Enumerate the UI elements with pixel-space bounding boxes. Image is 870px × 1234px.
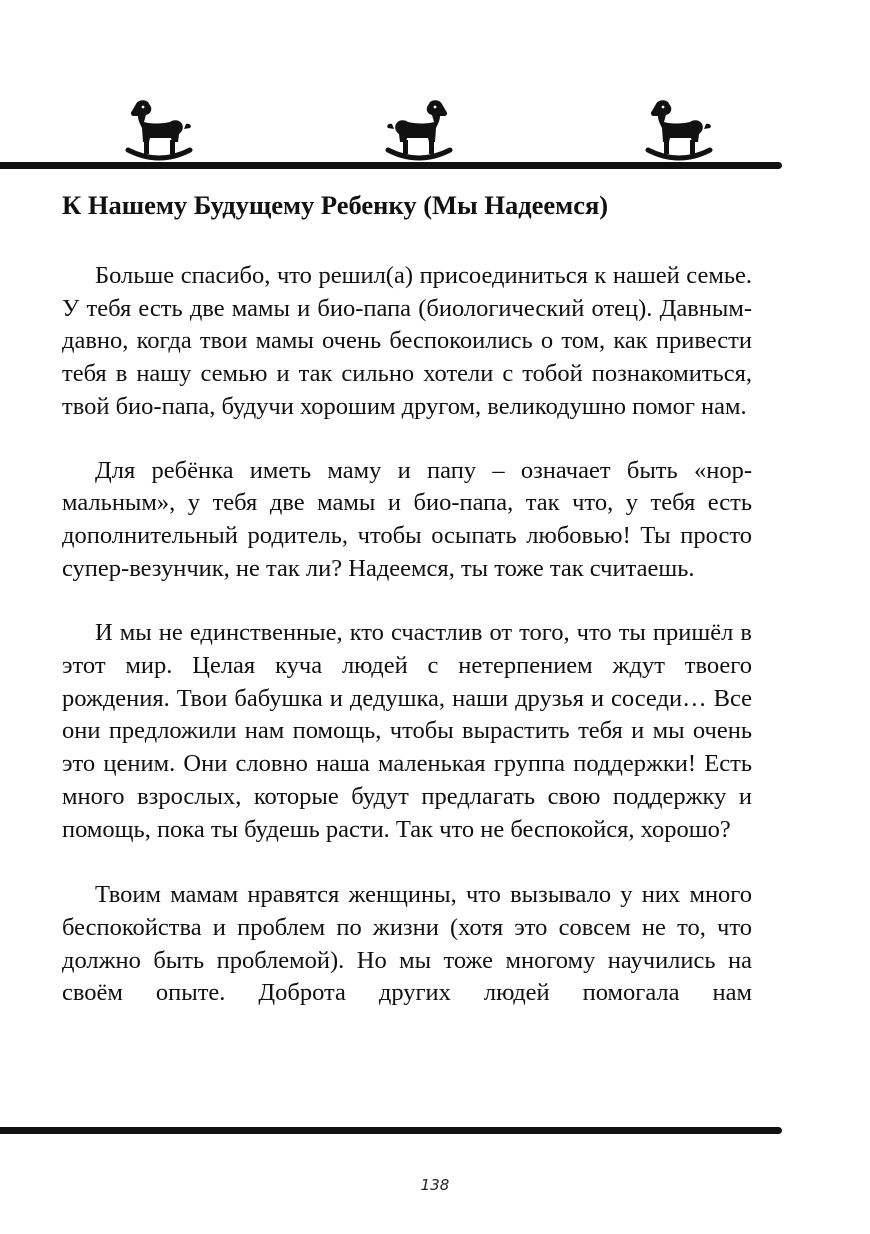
paragraph: Твоим мамам нравятся женщины, что вызывало у них много беспокойства и проблем по жизни (хотя это совсем не то, что должно быть проблемой). Но мы тоже многому научились на своём опыте. Доброта других людей помогала нам [62, 881, 752, 1007]
paragraph: И мы не единственные, кто счастлив от того, что ты пришёл в этот мир. Целая куча людей с нетерпением ждут твоего рождения. Твои бабушка и дедушка, наши друзья и соседи… Все они предложили нам помощь, чтобы вырастить тебя и мы очень это ценим. Они словно наша маленькая группа поддержки! Есть много взрослых, которые будут предлагать свою поддержку и помощь, пока ты будешь расти. Так что не беспокойся, хорошо? [62, 619, 752, 843]
bottom-rule [0, 1127, 782, 1134]
rocking-horse-icon [644, 98, 714, 166]
body-text [62, 260, 752, 1041]
paragraph: Для ребёнка иметь маму и папу – означает быть «нормальным», у тебя две мамы и био-папа, так что, у тебя есть дополнительный родитель, чтобы осыпать любовью! Ты просто супер-везунчик, не так ли? Надеемся, ты тоже так считаешь. [62, 456, 752, 582]
rocking-horse-icon [124, 98, 194, 166]
rocking-horse-icon [384, 98, 454, 166]
paragraph: Больше спасибо, что решил(а) присоединиться к нашей семье. У тебя есть две мамы и био-папа (биологический отец). Давным-давно, когда твои мамы очень беспокоились о том, как привести тебя в нашу семью и так сильно хотели с тобой познакомиться, твой био-папа, будучи хорошим другом, великодушно помог нам. [62, 262, 752, 420]
page-title: К Нашему Будущему Ребенку (Мы Надеемся) [62, 190, 609, 220]
page-number: 138 [420, 1176, 450, 1194]
